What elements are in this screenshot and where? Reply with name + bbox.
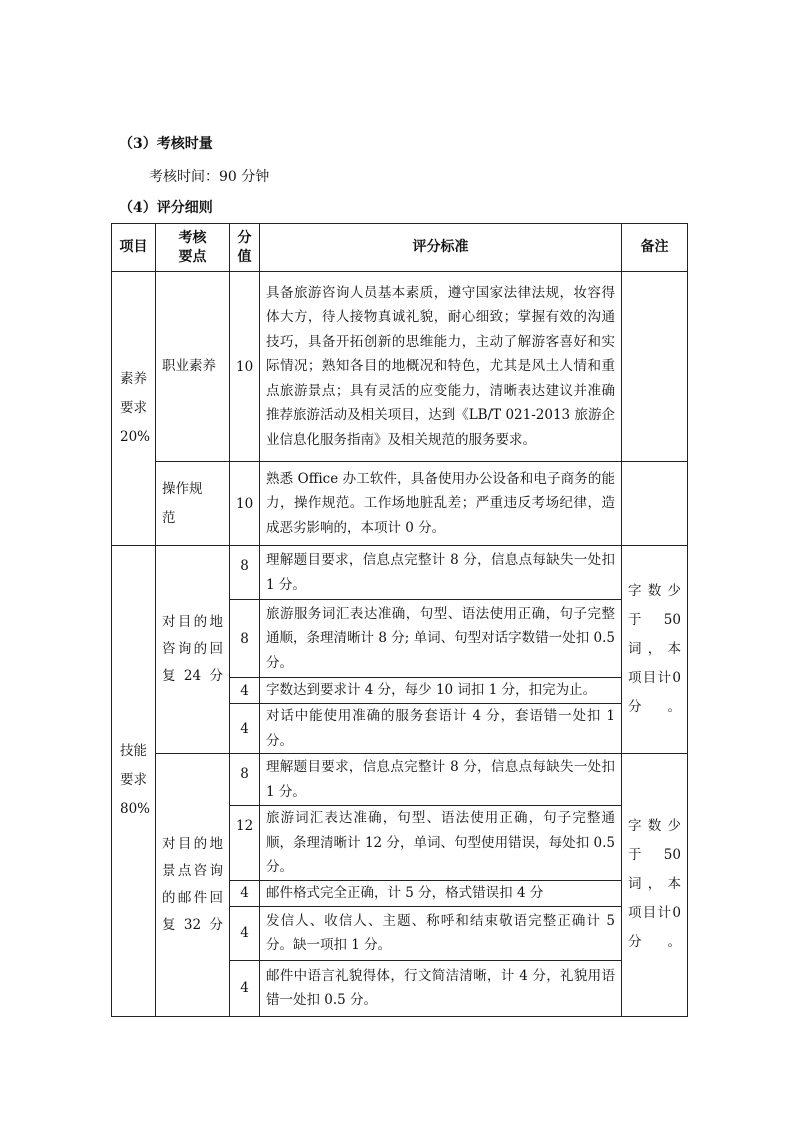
table-row bbox=[112, 462, 688, 546]
standard-cell: 理解题目要求，信息点完整计 8 分，信息点每缺失一处扣 1 分。 bbox=[260, 754, 622, 806]
point-operation: 操作规范 bbox=[156, 462, 230, 546]
score-cell: 10 bbox=[230, 462, 260, 546]
table-row bbox=[112, 754, 688, 806]
score-cell: 8 bbox=[230, 754, 260, 806]
score-cell: 8 bbox=[230, 600, 260, 678]
standard-cell: 邮件中语言礼貌得体，行文简洁清晰，计 4 分，礼貌用语错一处扣 0.5 分。 bbox=[260, 960, 622, 1016]
note-cell-empty bbox=[622, 462, 688, 546]
score-cell: 4 bbox=[230, 960, 260, 1016]
group-label-literacy: 素养要求20% bbox=[112, 272, 156, 546]
table-row bbox=[112, 546, 688, 600]
standard-cell: 旅游词汇表达准确，句型、语法使用正确，句子完整通顺，条理清晰计 12 分，单词、句型使用错误，每处扣 0.5 分。 bbox=[260, 806, 622, 881]
point-attraction-email-reply: 对目的地景点咨询的邮件回复32分 bbox=[156, 754, 230, 1017]
header-standard: 评分标准 bbox=[260, 224, 622, 272]
table-header-row bbox=[112, 224, 688, 272]
duration-heading: （3）考核时量 bbox=[119, 136, 213, 152]
standard-cell: 字数达到要求计 4 分，每少 10 词扣 1 分，扣完为止。 bbox=[260, 678, 622, 704]
point-professional: 职业素养 bbox=[156, 272, 230, 462]
duration-text: 考核时间：90 分钟 bbox=[149, 169, 270, 185]
score-cell: 4 bbox=[230, 880, 260, 906]
table-row bbox=[112, 272, 688, 462]
note-cell-empty bbox=[622, 272, 688, 462]
standard-cell: 理解题目要求，信息点完整计 8 分，信息点每缺失一处扣 1 分。 bbox=[260, 546, 622, 600]
point-destination-reply: 对目的地咨询的回复24分 bbox=[156, 546, 230, 754]
standard-cell: 邮件格式完全正确，计 5 分，格式错误扣 4 分 bbox=[260, 880, 622, 906]
note-cell: 字数少于50词，本项目计0分。 bbox=[622, 546, 688, 754]
standard-cell: 熟悉 Office 办工软件，具备使用办公设备和电子商务的能力，操作规范。工作场地脏乱差；严重违反考场纪律，造成恶劣影响的，本项计 0 分。 bbox=[260, 462, 622, 546]
header-note: 备注 bbox=[622, 224, 688, 272]
score-cell: 4 bbox=[230, 906, 260, 960]
score-cell: 12 bbox=[230, 806, 260, 881]
rubric-heading: （4）评分细则 bbox=[119, 200, 213, 216]
group-label-skills: 技能要求80% bbox=[112, 546, 156, 1017]
rubric-table bbox=[111, 223, 688, 1017]
score-cell: 10 bbox=[230, 272, 260, 462]
score-cell: 8 bbox=[230, 546, 260, 600]
header-item: 项目 bbox=[112, 224, 156, 272]
standard-cell: 对话中能使用准确的服务套语计 4 分，套语错一处扣 1 分。 bbox=[260, 704, 622, 754]
standard-cell: 旅游服务词汇表达准确，句型、语法使用正确，句子完整通顺，条理清晰计 8 分; 单词、句型对话字数错一处扣 0.5 分。 bbox=[260, 600, 622, 678]
score-cell: 4 bbox=[230, 678, 260, 704]
header-score: 分值 bbox=[230, 224, 260, 272]
standard-cell: 发信人、收信人、主题、称呼和结束敬语完整正确计 5 分。缺一项扣 1 分。 bbox=[260, 906, 622, 960]
note-cell: 字数少于50词，本项目计0分。 bbox=[622, 754, 688, 1017]
score-cell: 4 bbox=[230, 704, 260, 754]
header-point: 考核要点 bbox=[156, 224, 230, 272]
standard-cell: 具备旅游咨询人员基本素质，遵守国家法律法规，妆容得体大方，待人接物真诚礼貌，耐心细致；掌握有效的沟通技巧，具备开拓创新的思维能力，主动了解游客喜好和实际情况；熟知各目的地概况和特色，尤其是风土人情和重点旅游景点；具有灵活的应变能力，清晰表达建议并准确推荐旅游活动及相关项目，达到《LB/T 021-2013 旅游企业信息化服务指南》及相关规范的服务要求。 bbox=[260, 272, 622, 462]
